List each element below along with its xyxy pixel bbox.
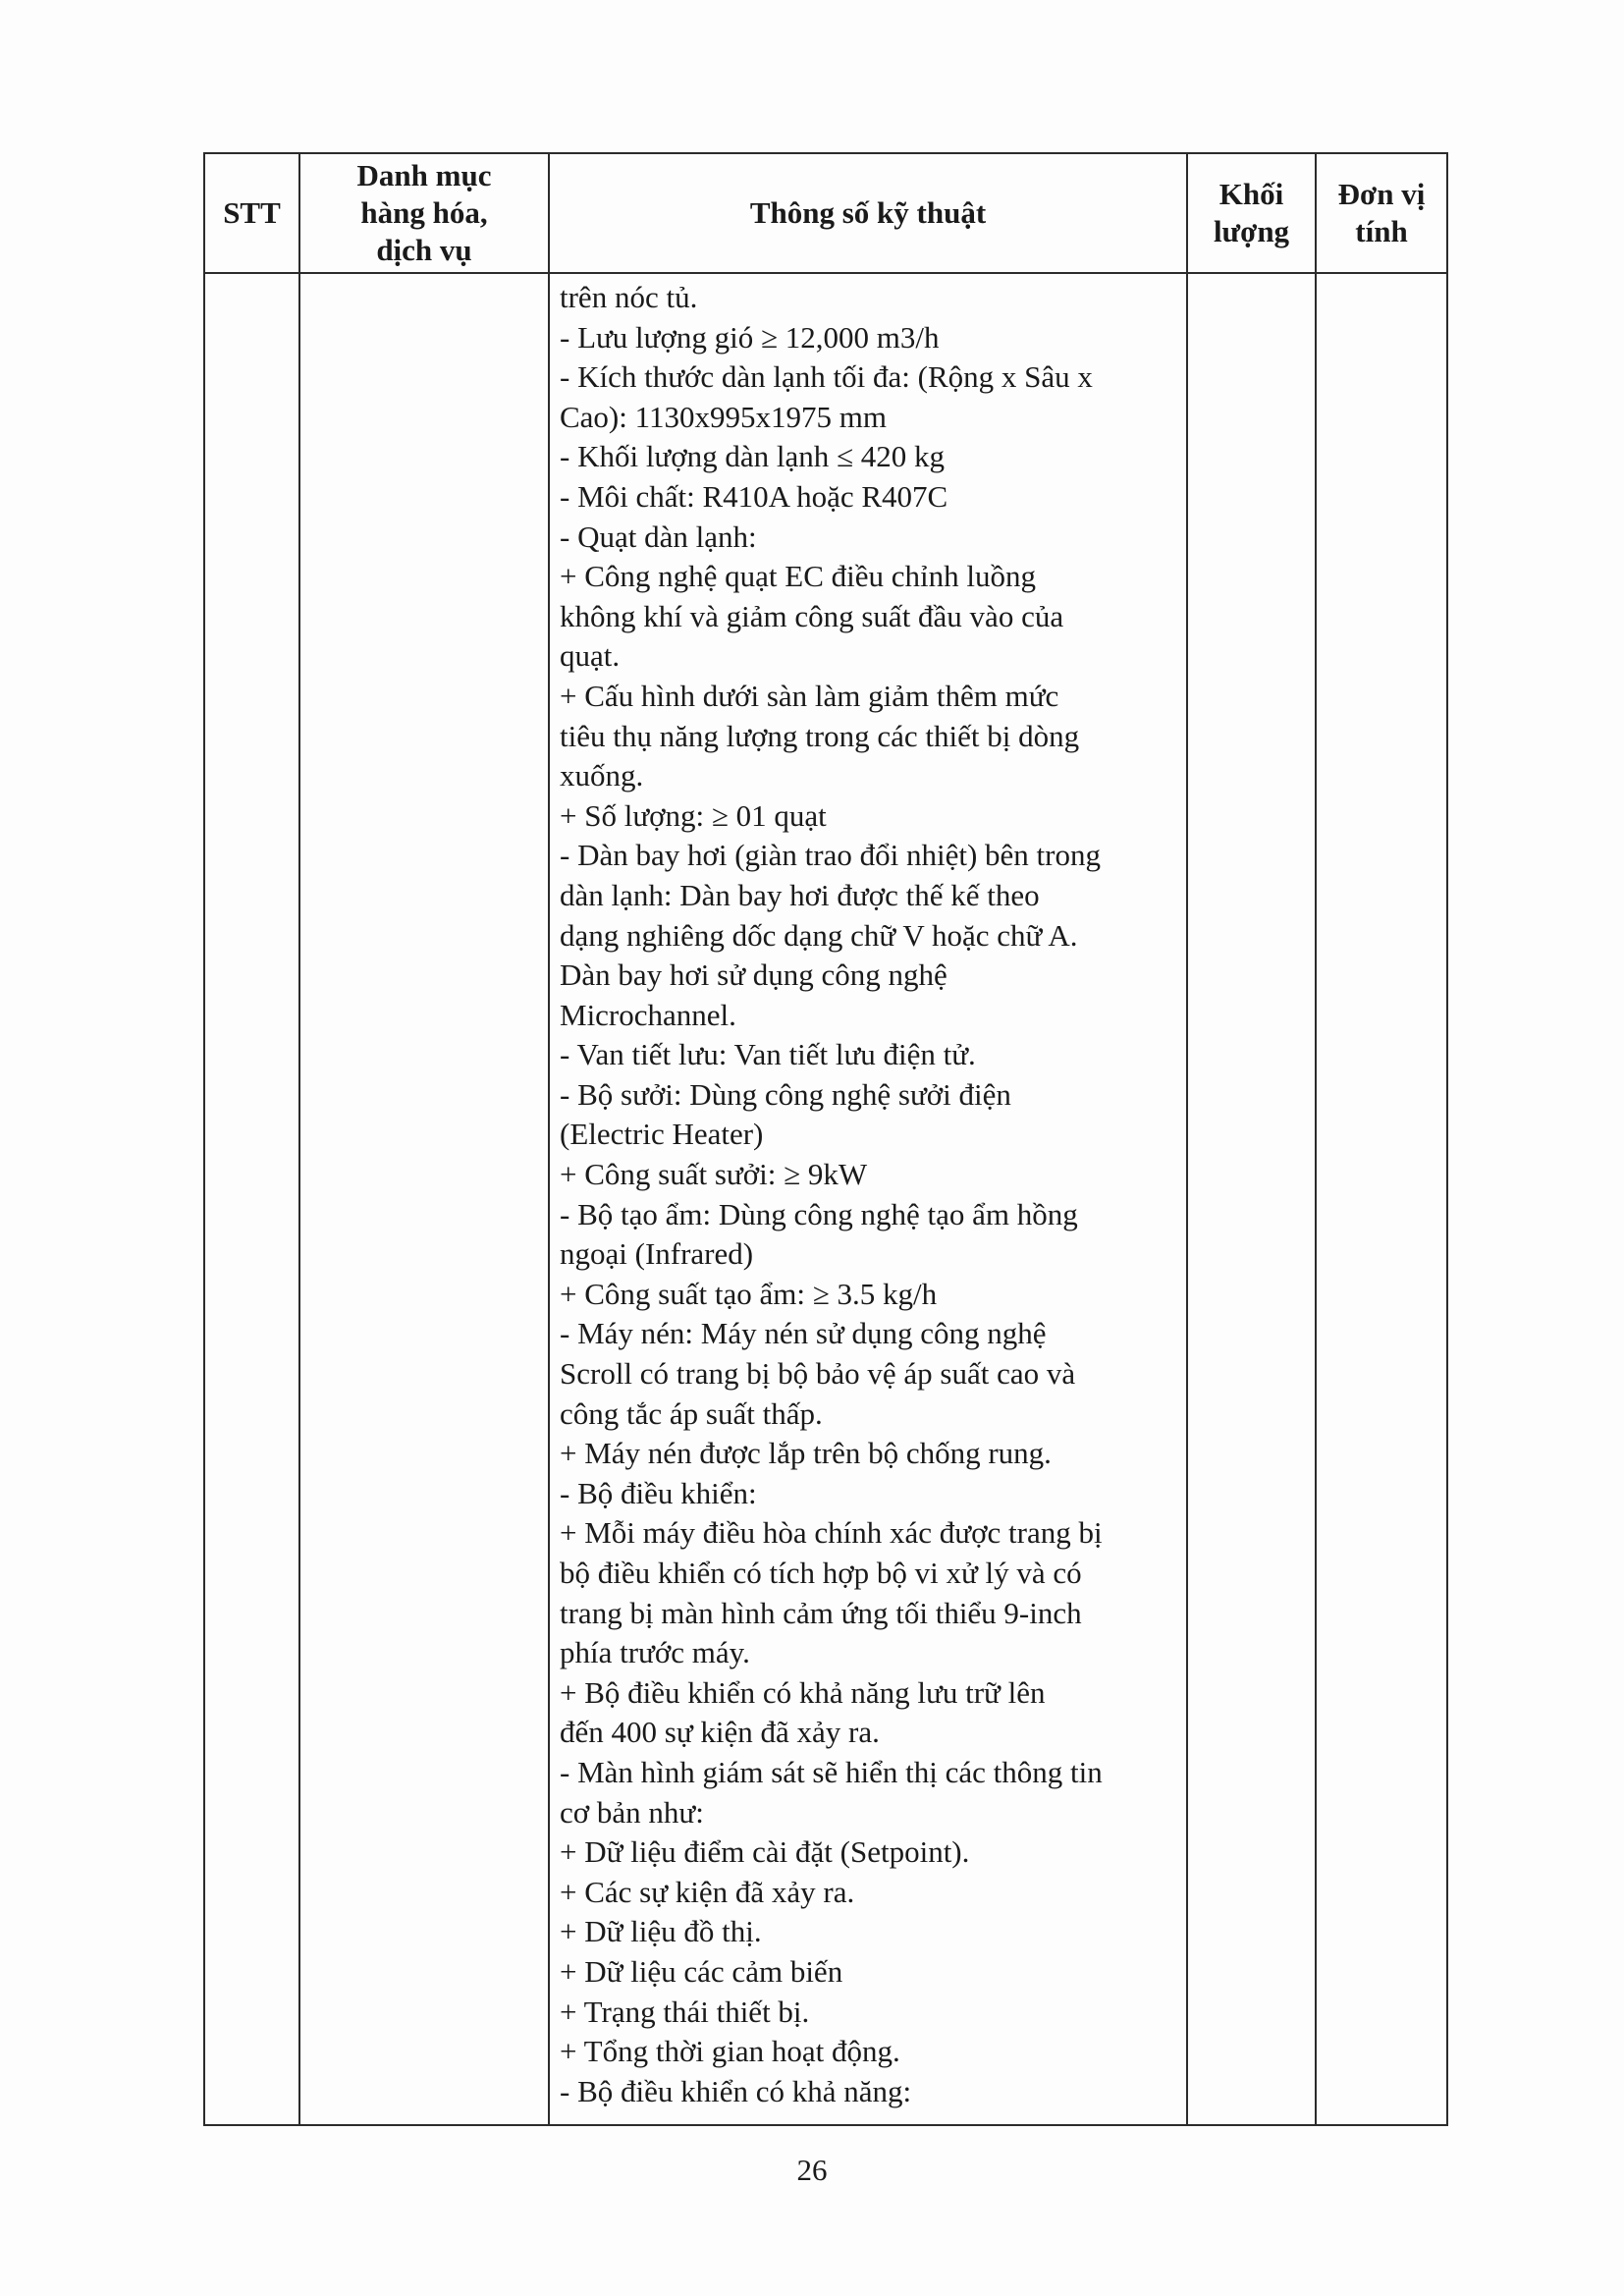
spec-table bbox=[203, 152, 1448, 2126]
spec-line: cơ bản như: bbox=[560, 1794, 704, 1830]
spec-line: + Tổng thời gian hoạt động. bbox=[560, 2034, 900, 2069]
spec-line: - Môi chất: R410A hoặc R407C bbox=[560, 478, 948, 514]
spec-line: + Các sự kiện đã xảy ra. bbox=[560, 1874, 855, 1909]
spec-line: ngoại (Infrared) bbox=[560, 1236, 754, 1272]
spec-line: Dàn bay hơi sử dụng công nghệ bbox=[560, 957, 947, 993]
spec-cell-text bbox=[560, 278, 1198, 2111]
header-quantity bbox=[1188, 152, 1315, 274]
spec-line: - Bộ điều khiển: bbox=[560, 1475, 757, 1510]
spec-line: - Van tiết lưu: Van tiết lưu điện tử. bbox=[560, 1037, 976, 1072]
spec-line: (Electric Heater) bbox=[560, 1117, 764, 1152]
spec-line: + Máy nén được lắp trên bộ chống rung. bbox=[560, 1436, 1052, 1471]
spec-line: - Màn hình giám sát sẽ hiển thị các thông tin bbox=[560, 1754, 1103, 1789]
header-quantity-line-2: lượng bbox=[1213, 214, 1290, 248]
spec-line: - Máy nén: Máy nén sử dụng công nghệ bbox=[560, 1316, 1047, 1351]
spec-line: tiêu thụ năng lượng trong các thiết bị dòng bbox=[560, 718, 1080, 753]
spec-line: bộ điều khiển có tích hợp bộ vi xử lý và có bbox=[560, 1556, 1082, 1590]
spec-line: - Kích thước dàn lạnh tối đa: (Rộng x Sâu x bbox=[560, 359, 1093, 395]
spec-line: - Quạt dàn lạnh: bbox=[560, 519, 757, 554]
spec-line: + Dữ liệu các cảm biến bbox=[560, 1953, 843, 1989]
table-col-divider-4 bbox=[1315, 152, 1317, 2126]
spec-line: + Số lượng: ≥ 01 quạt bbox=[560, 797, 827, 833]
spec-line: trang bị màn hình cảm ứng tối thiểu 9-inch bbox=[560, 1595, 1082, 1630]
spec-line: + Mỗi máy điều hòa chính xác được trang bị bbox=[560, 1515, 1103, 1551]
header-unit-line-1: Đơn vị bbox=[1337, 177, 1426, 211]
spec-line: công tắc áp suất thấp. bbox=[560, 1395, 823, 1431]
spec-line: không khí và giảm công suất đầu vào của bbox=[560, 598, 1064, 633]
table-border-bottom bbox=[203, 2124, 1448, 2126]
spec-line: + Công suất sưởi: ≥ 9kW bbox=[560, 1157, 868, 1192]
header-stt: STT bbox=[223, 195, 281, 230]
spec-line: trên nóc tủ. bbox=[560, 280, 698, 314]
header-quantity-line-1: Khối bbox=[1218, 177, 1284, 211]
table-col-divider-2 bbox=[548, 152, 550, 2126]
spec-line: dạng nghiêng dốc dạng chữ V hoặc chữ A. bbox=[560, 917, 1078, 953]
header-category-line-1: Danh mục bbox=[356, 158, 492, 192]
spec-line: - Khối lượng dàn lạnh ≤ 420 kg bbox=[560, 439, 946, 474]
header-spec: Thông số kỹ thuật bbox=[749, 195, 987, 230]
header-category-line-2: hàng hóa, bbox=[360, 195, 488, 230]
spec-line: phía trước máy. bbox=[560, 1635, 750, 1670]
header-category-line-3: dịch vụ bbox=[376, 233, 472, 267]
spec-line: + Trạng thái thiết bị. bbox=[560, 1994, 810, 2029]
spec-line: đến 400 sự kiện đã xảy ra. bbox=[560, 1715, 880, 1750]
spec-line: Cao): 1130x995x1975 mm bbox=[560, 399, 887, 434]
spec-line: + Cấu hình dưới sàn làm giảm thêm mức bbox=[560, 678, 1059, 713]
spec-line: - Lưu lượng gió ≥ 12,000 m3/h bbox=[560, 319, 940, 355]
table-col-divider-1 bbox=[298, 152, 300, 2126]
header-unit-line-2: tính bbox=[1355, 214, 1408, 248]
header-category bbox=[300, 152, 548, 274]
spec-line: - Bộ điều khiển có khả năng: bbox=[560, 2073, 912, 2108]
spec-line: + Dữ liệu điểm cài đặt (Setpoint). bbox=[560, 1834, 970, 1870]
page-number: 26 bbox=[796, 2153, 828, 2187]
spec-line: + Bộ điều khiển có khả năng lưu trữ lên bbox=[560, 1674, 1046, 1710]
spec-line: - Bộ sưởi: Dùng công nghệ sưởi điện bbox=[560, 1076, 1011, 1112]
spec-line: Scroll có trang bị bộ bảo vệ áp suất cao và bbox=[560, 1356, 1076, 1392]
spec-line: + Công nghệ quạt EC điều chỉnh luồng bbox=[560, 559, 1037, 594]
spec-line: - Bộ tạo ẩm: Dùng công nghệ tạo ẩm hồng bbox=[560, 1196, 1078, 1231]
table-border-left bbox=[203, 152, 205, 2126]
table-border-right bbox=[1446, 152, 1448, 2126]
spec-line: xuống. bbox=[560, 758, 644, 793]
header-unit bbox=[1317, 152, 1446, 274]
spec-line: - Dàn bay hơi (giàn trao đổi nhiệt) bên trong bbox=[560, 838, 1101, 873]
spec-line: quạt. bbox=[560, 638, 621, 674]
spec-line: dàn lạnh: Dàn bay hơi được thế kế theo bbox=[560, 877, 1040, 912]
spec-line: + Công suất tạo ẩm: ≥ 3.5 kg/h bbox=[560, 1276, 938, 1311]
spec-line: Microchannel. bbox=[560, 997, 736, 1032]
spec-line: + Dữ liệu đồ thị. bbox=[560, 1914, 762, 1949]
